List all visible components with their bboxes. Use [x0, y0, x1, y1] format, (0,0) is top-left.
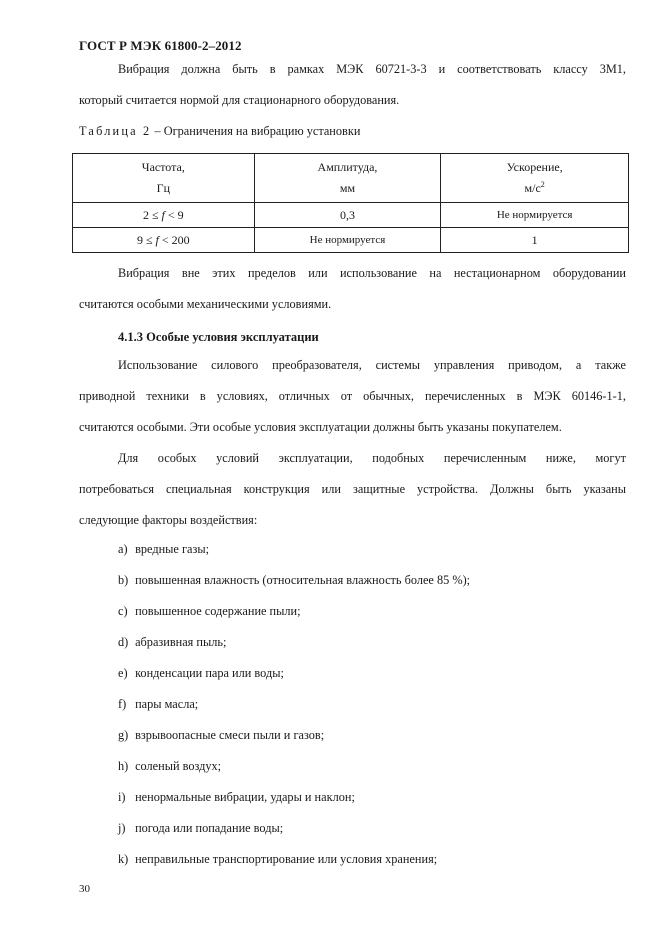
vibration-limits-table — [72, 153, 629, 253]
list-item — [118, 790, 355, 805]
header-acceleration-name: Ускорение, — [506, 160, 563, 174]
list-item — [118, 666, 284, 681]
page-number: 30 — [79, 883, 90, 895]
section-heading: 4.1.3 Особые условия эксплуатации — [118, 330, 319, 344]
list-item — [118, 573, 470, 588]
table-row — [73, 228, 629, 253]
table-caption-text: – Ограничения на вибрацию установки — [154, 124, 361, 138]
list-item — [118, 759, 221, 774]
list-item-marker: e) — [118, 666, 128, 680]
list-item-marker: f) — [118, 697, 127, 711]
list-item-marker: i) — [118, 790, 126, 804]
table-header-row — [73, 154, 629, 203]
cell-amplitude: Не нормируется — [254, 228, 441, 253]
para1-line-2: приводной техники в условиях, отличных от обычных, перечисленных в МЭК 60146-1-1, — [79, 389, 626, 403]
list-item-marker: j) — [118, 821, 126, 835]
freq-lower: 2 ≤ — [142, 207, 162, 222]
list-item-text: повышенная влажность (относительная влажность более 85 %); — [135, 573, 471, 587]
list-item — [118, 604, 301, 619]
list-item-marker: b) — [118, 573, 129, 587]
list-item-text: неправильные транспортирование или условия хранения; — [135, 852, 438, 866]
table-caption-label: Таблица 2 — [79, 124, 152, 138]
header-amplitude-unit: мм — [339, 181, 356, 195]
header-acceleration-unit: м/с — [524, 181, 541, 195]
list-item-marker: a) — [118, 542, 128, 556]
list-item-text: ненормальные вибрации, удары и наклон; — [135, 790, 355, 804]
header-frequency — [73, 154, 255, 203]
para2-line-3: следующие факторы воздействия: — [79, 513, 258, 527]
header-amplitude — [254, 154, 441, 203]
list-item — [118, 728, 324, 743]
freq-variable: f — [161, 207, 165, 222]
table-caption — [79, 124, 360, 139]
list-item-text: абразивная пыль; — [135, 635, 227, 649]
list-item — [118, 635, 226, 650]
after-table-line-2: считаются особыми механическими условиями. — [79, 297, 332, 311]
table-row — [73, 203, 629, 228]
freq-upper: < 9 — [164, 207, 184, 222]
freq-upper: < 200 — [158, 232, 190, 247]
header-acceleration — [441, 154, 629, 203]
list-item-marker: d) — [118, 635, 129, 649]
header-frequency-name: Частота, — [141, 160, 185, 174]
list-item — [118, 542, 209, 557]
intro-line-2: который считается нормой для стационарного оборудования. — [79, 93, 400, 107]
list-item-text: вредные газы; — [135, 542, 209, 556]
cell-amplitude: 0,3 — [254, 203, 441, 228]
list-item — [118, 852, 437, 867]
standard-header: ГОСТ Р МЭК 61800-2–2012 — [79, 38, 242, 53]
list-item — [118, 697, 198, 712]
cell-acceleration: 1 — [441, 228, 629, 253]
list-item-text: взрывоопасные смеси пыли и газов; — [135, 728, 325, 742]
intro-line-1: Вибрация должна быть в рамках МЭК 60721-3-3 и соответствовать классу 3М1, — [118, 62, 626, 76]
list-item-text: соленый воздух; — [135, 759, 222, 773]
para2-line-1: Для особых условий эксплуатации, подобных перечисленным ниже, могут — [118, 451, 626, 465]
cell-frequency — [73, 228, 255, 253]
list-item-marker: k) — [118, 852, 129, 866]
cell-acceleration: Не нормируется — [441, 203, 629, 228]
list-item-marker: c) — [118, 604, 128, 618]
list-item-text: конденсации пара или воды; — [135, 666, 284, 680]
header-amplitude-name: Амплитуда, — [317, 160, 378, 174]
list-item-text: пары масла; — [135, 697, 199, 711]
after-table-line-1: Вибрация вне этих пределов или использование на нестационарном оборудовании — [118, 266, 626, 280]
list-item — [118, 821, 283, 836]
para1-line-1: Использование силового преобразователя, системы управления приводом, а также — [118, 358, 626, 372]
list-item-text: повышенное содержание пыли; — [135, 604, 301, 618]
list-item-text: погода или попадание воды; — [135, 821, 284, 835]
list-item-marker: g) — [118, 728, 129, 742]
freq-variable: f — [155, 232, 159, 247]
list-item-marker: h) — [118, 759, 129, 773]
cell-frequency — [73, 203, 255, 228]
freq-lower: 9 ≤ — [136, 232, 156, 247]
header-acceleration-unit-exponent: 2 — [540, 180, 545, 189]
para1-line-3: считаются особыми. Эти особые условия эксплуатации должны быть указаны покупателем. — [79, 420, 562, 434]
header-frequency-unit: Гц — [156, 181, 170, 195]
para2-line-2: потребоваться специальная конструкция или защитные устройства. Должны быть указаны — [79, 482, 626, 496]
